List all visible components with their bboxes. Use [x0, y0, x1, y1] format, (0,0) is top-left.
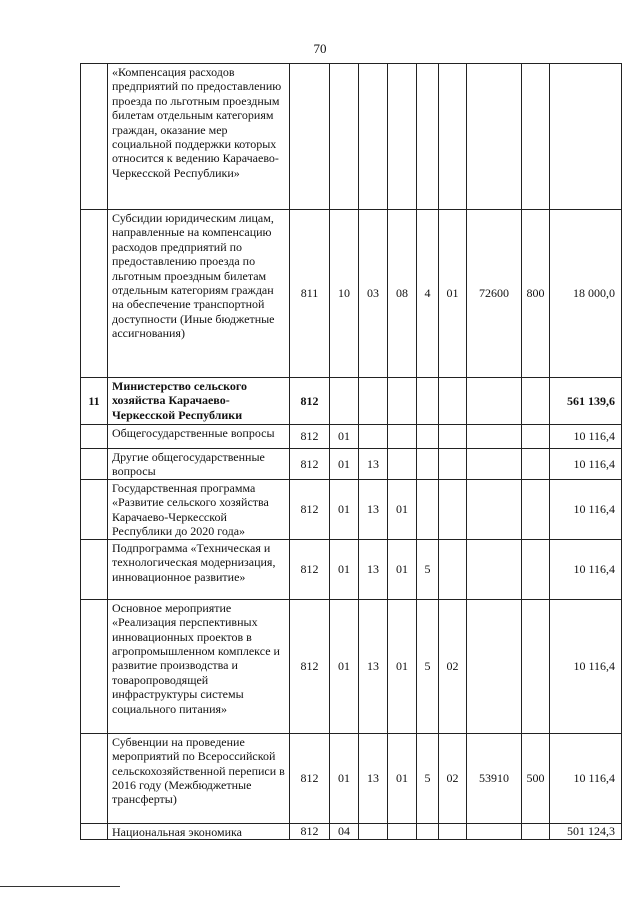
amount-cell: 10 116,4	[550, 539, 622, 599]
direction-code-cell: 72600	[467, 210, 522, 378]
subsection-code-cell	[359, 378, 388, 425]
program-code-cell	[388, 64, 417, 210]
table-row	[81, 425, 622, 449]
subsection-code-cell	[359, 425, 388, 449]
expense-type-code-cell	[522, 378, 550, 425]
item-name-cell: Общегосударственные вопросы	[108, 425, 290, 449]
subsection-code-cell: 13	[359, 449, 388, 480]
row-index-cell	[81, 599, 108, 733]
event-code-cell	[439, 479, 467, 539]
page-number: 70	[313, 41, 327, 56]
grbs-code-cell: 812	[290, 733, 330, 823]
row-index-cell	[81, 479, 108, 539]
amount-cell: 561 139,6	[550, 378, 622, 425]
grbs-code-cell: 812	[290, 599, 330, 733]
subprogram-code-cell: 5	[417, 539, 439, 599]
row-index-cell	[81, 425, 108, 449]
program-code-cell: 01	[388, 539, 417, 599]
amount-cell: 10 116,4	[550, 425, 622, 449]
event-code-cell	[439, 449, 467, 480]
amount-cell: 501 124,3	[550, 823, 622, 839]
direction-code-cell	[467, 425, 522, 449]
subsection-code-cell: 03	[359, 210, 388, 378]
grbs-code-cell	[290, 64, 330, 210]
event-code-cell	[439, 823, 467, 839]
grbs-code-cell: 812	[290, 449, 330, 480]
subsection-code-cell: 13	[359, 599, 388, 733]
grbs-code-cell: 812	[290, 425, 330, 449]
amount-cell	[550, 64, 622, 210]
grbs-code-cell: 812	[290, 479, 330, 539]
expense-type-code-cell	[522, 599, 550, 733]
item-name-cell: Субвенции на проведение мероприятий по Всероссийской сельскохозяйственной переписи в 2016 году (Межбюджетные трансферты)	[108, 733, 290, 823]
section-code-cell: 01	[330, 449, 359, 480]
subprogram-code-cell	[417, 449, 439, 480]
row-index-cell	[81, 823, 108, 839]
direction-code-cell	[467, 539, 522, 599]
expense-type-code-cell	[522, 449, 550, 480]
program-code-cell: 01	[388, 599, 417, 733]
program-code-cell	[388, 425, 417, 449]
table-row	[81, 210, 622, 378]
program-code-cell: 08	[388, 210, 417, 378]
program-code-cell	[388, 823, 417, 839]
subprogram-code-cell	[417, 425, 439, 449]
event-code-cell: 02	[439, 599, 467, 733]
expense-type-code-cell	[522, 479, 550, 539]
table-row	[81, 599, 622, 733]
item-name-cell: Национальная экономика	[108, 823, 290, 839]
subsection-code-cell	[359, 64, 388, 210]
subprogram-code-cell	[417, 823, 439, 839]
direction-code-cell	[467, 449, 522, 480]
expense-type-code-cell	[522, 823, 550, 839]
direction-code-cell	[467, 599, 522, 733]
direction-code-cell	[467, 823, 522, 839]
direction-code-cell: 53910	[467, 733, 522, 823]
subprogram-code-cell: 5	[417, 599, 439, 733]
event-code-cell	[439, 539, 467, 599]
expense-type-code-cell	[522, 425, 550, 449]
expense-type-code-cell: 800	[522, 210, 550, 378]
row-index-cell: 11	[81, 378, 108, 425]
amount-cell: 18 000,0	[550, 210, 622, 378]
amount-cell: 10 116,4	[550, 733, 622, 823]
subprogram-code-cell: 4	[417, 210, 439, 378]
subsection-code-cell: 13	[359, 539, 388, 599]
subsection-code-cell	[359, 823, 388, 839]
direction-code-cell	[467, 64, 522, 210]
item-name-cell: «Компенсация расходов предприятий по предоставлению проезда по льготным проездным билетам отдельным категориям граждан, оказание мер социальной поддержки которых относится к ведению Карачаево-Черкесской Республики»	[108, 64, 290, 210]
item-name-cell: Субсидии юридическим лицам, направленные на компенсацию расходов предприятий по предоставлению проезда по льготным проездным билетам отдельным категориям граждан на обеспечение транспортной доступности (Иные бюджетные ассигнования)	[108, 210, 290, 378]
row-index-cell	[81, 539, 108, 599]
table-row	[81, 479, 622, 539]
subsection-code-cell: 13	[359, 479, 388, 539]
section-code-cell: 04	[330, 823, 359, 839]
subprogram-code-cell	[417, 479, 439, 539]
table-body	[81, 64, 622, 840]
grbs-code-cell: 812	[290, 823, 330, 839]
table-row	[81, 733, 622, 823]
table-row	[81, 449, 622, 480]
event-code-cell	[439, 425, 467, 449]
row-index-cell	[81, 210, 108, 378]
table-row	[81, 378, 622, 425]
amount-cell: 10 116,4	[550, 449, 622, 480]
row-index-cell	[81, 449, 108, 480]
item-name-cell: Другие общегосударственные вопросы	[108, 449, 290, 480]
table-row	[81, 64, 622, 210]
section-code-cell: 01	[330, 539, 359, 599]
section-code-cell: 01	[330, 479, 359, 539]
row-index-cell	[81, 64, 108, 210]
grbs-code-cell: 812	[290, 378, 330, 425]
expense-type-code-cell	[522, 539, 550, 599]
amount-cell: 10 116,4	[550, 479, 622, 539]
section-code-cell	[330, 378, 359, 425]
item-name-cell: Государственная программа «Развитие сельского хозяйства Карачаево-Черкесской Республики до 2020 года»	[108, 479, 290, 539]
subprogram-code-cell: 5	[417, 733, 439, 823]
direction-code-cell	[467, 378, 522, 425]
subprogram-code-cell	[417, 378, 439, 425]
item-name-cell: Основное мероприятие «Реализация перспективных инновационных проектов в агропромышленном комплексе и развитие производства и товаропроводящей инфраструктуры системы социального питания»	[108, 599, 290, 733]
table-row	[81, 539, 622, 599]
amount-cell: 10 116,4	[550, 599, 622, 733]
section-code-cell: 10	[330, 210, 359, 378]
item-name-cell: Министерство сельского хозяйства Карачаево-Черкесской Республики	[108, 378, 290, 425]
grbs-code-cell: 811	[290, 210, 330, 378]
subprogram-code-cell	[417, 64, 439, 210]
item-name-cell: Подпрограмма «Техническая и технологическая модернизация, инновационное развитие»	[108, 539, 290, 599]
section-code-cell: 01	[330, 425, 359, 449]
event-code-cell: 02	[439, 733, 467, 823]
budget-table	[80, 63, 622, 840]
event-code-cell	[439, 378, 467, 425]
program-code-cell: 01	[388, 479, 417, 539]
table-row	[81, 823, 622, 839]
grbs-code-cell: 812	[290, 539, 330, 599]
event-code-cell	[439, 64, 467, 210]
expense-type-code-cell: 500	[522, 733, 550, 823]
section-code-cell: 01	[330, 599, 359, 733]
program-code-cell	[388, 449, 417, 480]
section-code-cell	[330, 64, 359, 210]
event-code-cell: 01	[439, 210, 467, 378]
section-code-cell: 01	[330, 733, 359, 823]
program-code-cell	[388, 378, 417, 425]
direction-code-cell	[467, 479, 522, 539]
row-index-cell	[81, 733, 108, 823]
footnote-divider	[0, 886, 120, 887]
program-code-cell: 01	[388, 733, 417, 823]
subsection-code-cell: 13	[359, 733, 388, 823]
expense-type-code-cell	[522, 64, 550, 210]
